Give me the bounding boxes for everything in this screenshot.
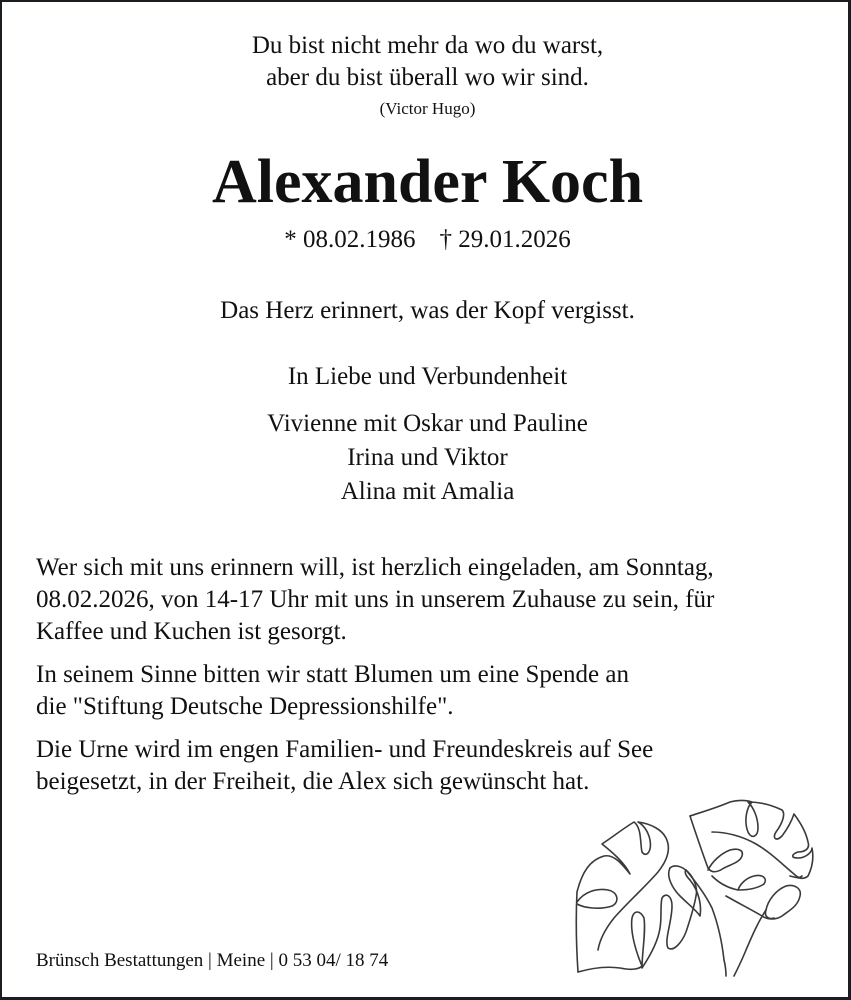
quote	[2, 30, 851, 94]
mourner: Irina und Viktor	[347, 444, 508, 471]
mourners-list	[2, 407, 851, 509]
death-date: 29.01.2026	[458, 226, 571, 253]
birth-date: 08.02.1986	[303, 226, 416, 253]
donation-paragraph	[36, 659, 826, 723]
undertaker-footer	[36, 948, 388, 974]
monstera-leaves-icon	[562, 792, 851, 992]
birth-symbol: *	[284, 226, 297, 253]
text-line: die "Stiftung Deutsche Depressionshilfe".	[36, 693, 454, 720]
text-line: Kaffee und Kuchen ist gesorgt.	[36, 618, 347, 645]
quote-line: Du bist nicht mehr da wo du warst,	[251, 32, 604, 59]
quote-author: (Victor Hugo)	[379, 99, 476, 118]
life-dates	[2, 224, 851, 256]
mourner: Alina mit Amalia	[340, 478, 515, 505]
undertaker-phone: 0 53 04/ 18 74	[278, 950, 389, 971]
quote-line: aber du bist überall wo wir sind.	[266, 64, 589, 91]
text-line: 08.02.2026, von 14-17 Uhr mit uns in unserem Zuhause zu sein, für	[36, 586, 715, 613]
motto: Das Herz erinnert, was der Kopf vergisst.	[220, 297, 635, 324]
footer-separator: |	[269, 950, 274, 971]
deceased-name: Alexander Koch	[211, 148, 644, 216]
burial-paragraph	[36, 734, 826, 798]
mourner: Vivienne mit Oskar und Pauline	[267, 410, 588, 437]
text-line: Die Urne wird im engen Familien- und Freundeskreis auf See	[36, 736, 654, 763]
undertaker-name: Brünsch Bestattungen	[36, 950, 204, 971]
cross-icon: †	[439, 226, 452, 253]
closing-phrase: In Liebe und Verbundenheit	[287, 363, 568, 390]
undertaker-town: Meine	[216, 950, 266, 971]
text-line: In seinem Sinne bitten wir statt Blumen um eine Spende an	[36, 661, 629, 688]
text-line: beigesetzt, in der Freiheit, die Alex sich gewünscht hat.	[36, 768, 590, 795]
invitation-paragraph	[36, 552, 826, 648]
text-line: Wer sich mit uns erinnern will, ist herzlich eingeladen, am Sonntag,	[36, 554, 714, 581]
footer-separator: |	[208, 950, 212, 971]
